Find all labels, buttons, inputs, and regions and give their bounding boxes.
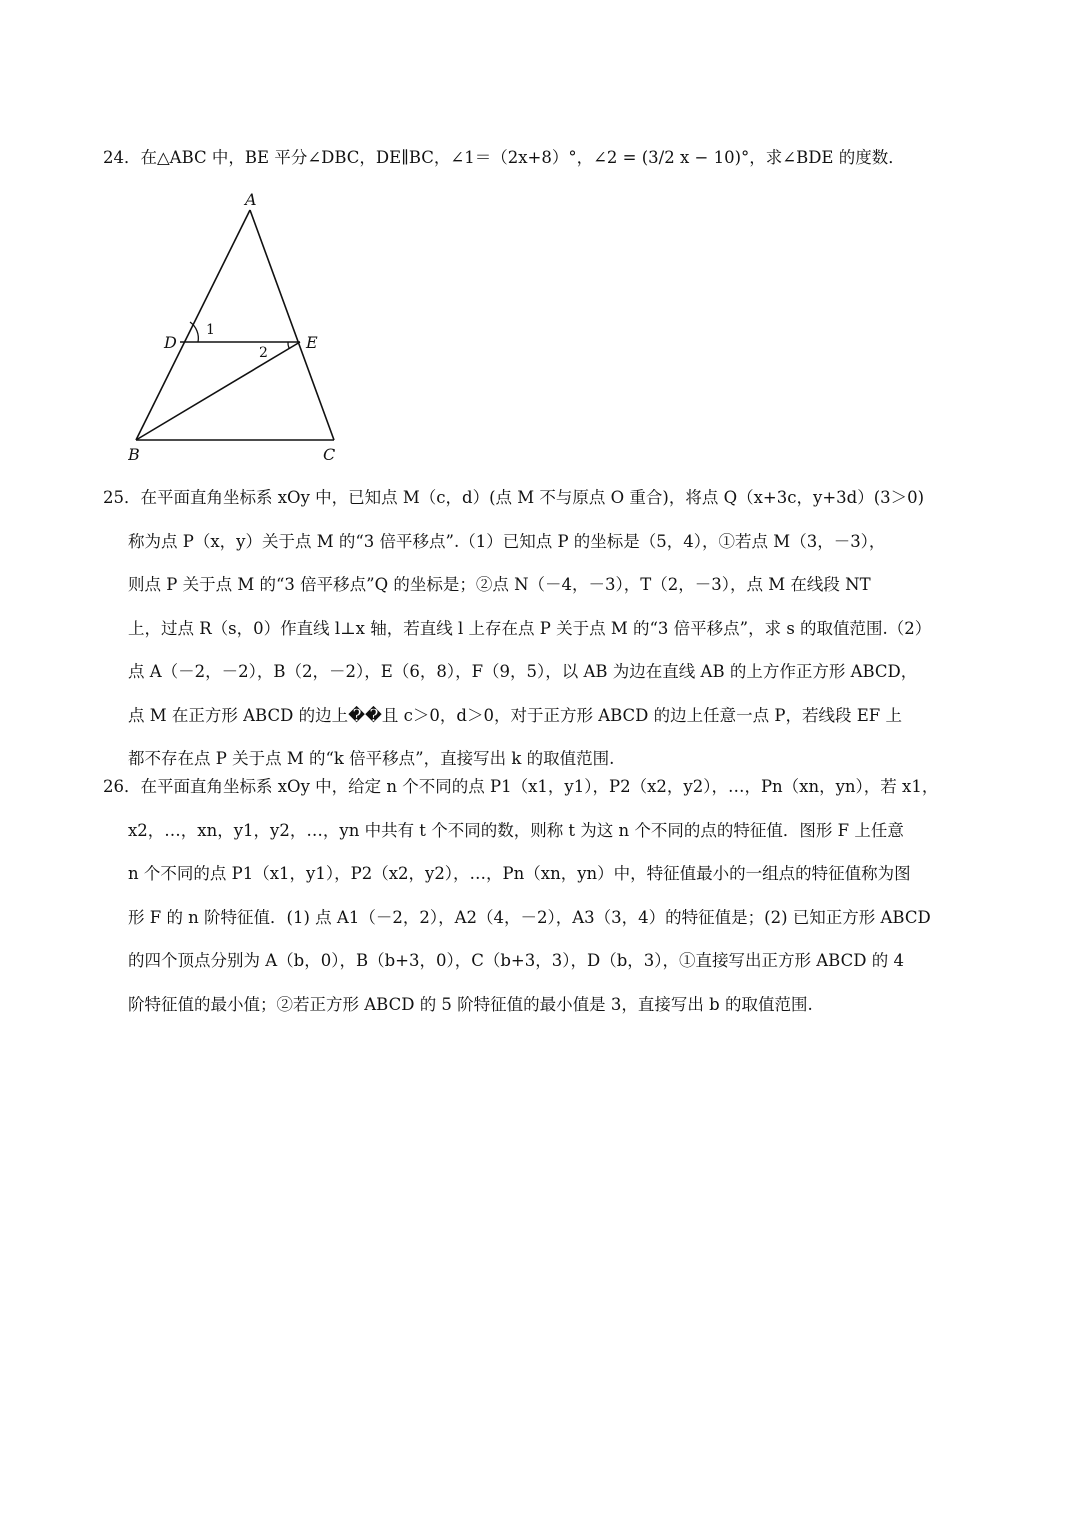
question-26-line: n 个不同的点 P1（x1，y1），P2（x2，y2），…，Pn（xn，yn）中，特征值最小的一组点的特征值称为图 <box>128 864 911 883</box>
question-26-line: 形 F 的 n 阶特征值．(1) 点 A1（－2，2），A2（4，－2），A3（3，4）的特征值是；(2) 已知正方形 ABCD <box>128 907 931 927</box>
triangle-figure <box>128 190 348 465</box>
question-26-line: 的四个顶点分别为 A（b，0），B（b+3，0），C（b+3，3），D（b，3），①直接写出正方形 ABCD 的 4 <box>128 951 904 970</box>
question-25-line: 都不存在点 P 关于点 M 的“k 倍平移点”，直接写出 k 的取值范围. <box>128 749 615 768</box>
label-C: C <box>323 445 336 464</box>
question-25-line: 点 A（－2，－2），B（2，－2），E（6，8），F（9，5），以 AB 为边在直线 AB 的上方作正方形 ABCD， <box>128 662 918 681</box>
triangle-diagram <box>128 190 348 465</box>
question-25-line: 25．在平面直角坐标系 xOy 中，已知点 M（c，d）(点 M 不与原点 O 重合)，将点 Q（x+3c，y+3d）(3＞0) <box>103 488 925 507</box>
question-26 <box>103 765 983 1026</box>
question-25-line: 点 M 在正方形 ABCD 的边上��且 c＞0，d＞0，对于正方形 ABCD 的边上任意一点 P，若线段 EF 上 <box>128 705 902 725</box>
question-24 <box>103 140 983 176</box>
question-25-line: 称为点 P（x，y）关于点 M 的“3 倍平移点”.（1）已知点 P 的坐标是（5，4），①若点 M（3，－3）， <box>128 531 886 551</box>
label-D: D <box>164 333 177 352</box>
segment-AC <box>250 210 334 440</box>
question-25-line: 上，过点 R（s，0）作直线 l⊥x 轴，若直线 l 上存在点 P 关于点 M 的“3 倍平移点”，求 s 的取值范围.（2） <box>128 618 932 638</box>
label-A: A <box>245 190 257 209</box>
question-26-line: 阶特征值的最小值；②若正方形 ABCD 的 5 阶特征值的最小值是 3，直接写出 b 的取值范围. <box>128 994 813 1014</box>
angle-1-arc <box>190 322 198 342</box>
question-26-line: 26．在平面直角坐标系 xOy 中，给定 n 个不同的点 P1（x1，y1），P2（x2，y2），…，Pn（xn，yn），若 x1， <box>103 777 939 796</box>
question-24-text: 24．在△ABC 中，BE 平分∠DBC，DE∥BC，∠1＝（2x+8）°，∠2 = (3/2 x − 10)°，求∠BDE 的度数． <box>103 148 905 167</box>
label-angle-2: 2 <box>259 345 268 361</box>
question-25-line: 则点 P 关于点 M 的“3 倍平移点”Q 的坐标是；②点 N（－4，－3），T（2，－3），点 M 在线段 NT <box>128 575 871 594</box>
question-25 <box>103 476 983 781</box>
label-angle-1: 1 <box>206 322 215 338</box>
label-B: B <box>128 445 140 464</box>
label-E: E <box>306 333 318 352</box>
angle-2-arc <box>288 342 289 348</box>
question-26-line: x2，…，xn，y1，y2，…，yn 中共有 t 个不同的数，则称 t 为这 n 个不同的点的特征值．图形 F 上任意 <box>128 820 904 840</box>
